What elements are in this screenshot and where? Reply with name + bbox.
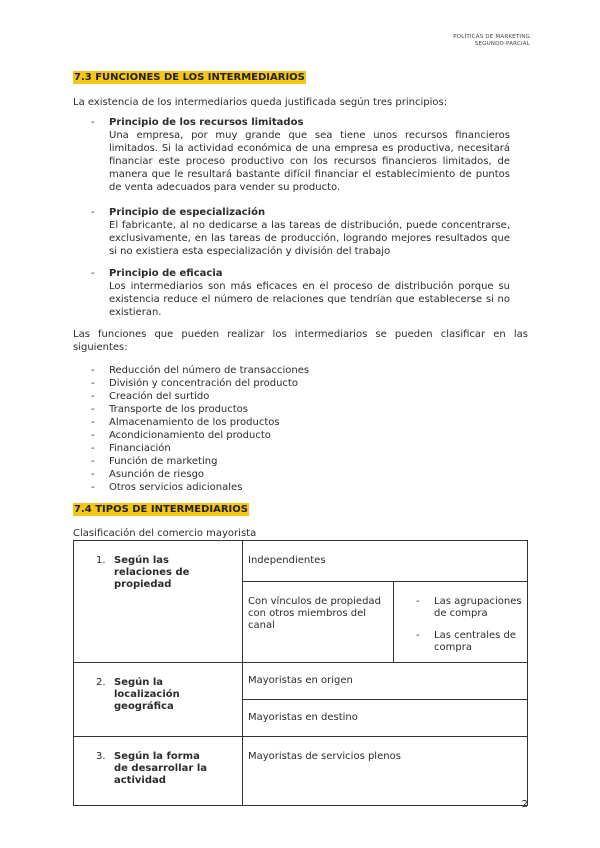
list-item: - Creación del surtido <box>91 391 210 402</box>
header-line-1: POLÍTICAS DE MARKETING <box>453 34 530 40</box>
criterion-cell <box>74 541 243 663</box>
principle-body: Una empresa, por muy grande que sea tiene unos recursos financieros limitados. Si la actividad económica de una empresa es productiva, necesitará financiar este proceso productivo con los recursos financieros limitados, de manera que le resultará bastante difícil financiar el establecimiento de puntos de venta adecuados para vender su producto. <box>109 130 510 193</box>
criterion-cell <box>74 737 243 806</box>
criterion-number: 2. <box>96 677 106 688</box>
list-item: - Otros servicios adicionales <box>91 482 243 493</box>
table-row <box>74 541 528 582</box>
criterion-label: Según las relaciones de propiedad <box>114 555 190 590</box>
subtype-label: Las agrupaciones de compra <box>434 596 522 619</box>
principle-resources <box>73 116 510 194</box>
list-item: - Almacenamiento de los productos <box>91 417 280 428</box>
type-cell: Mayoristas en destino <box>243 700 528 737</box>
type-cell: Con vínculos de propiedad con otros miembros del canal <box>243 582 394 663</box>
criterion-label: Según la forma de desarrollar la actividad <box>114 751 207 786</box>
principle-title: Principio de los recursos limitados <box>109 117 304 128</box>
type-cell: Mayoristas en origen <box>243 663 528 700</box>
bullet-dash: - <box>91 117 95 128</box>
functions-list <box>91 364 309 494</box>
list-item: - Transporte de los productos <box>91 404 249 415</box>
list-item: - Financiación <box>91 443 171 454</box>
header-line-2: SEGUNDO PARCIAL <box>474 41 530 47</box>
bullet-dash: - <box>91 207 95 218</box>
type-cell: Mayoristas de servicios plenos <box>243 737 528 806</box>
wholesale-classification-table <box>73 540 528 806</box>
bullet-dash: - <box>91 268 95 279</box>
criterion-cell <box>74 663 243 737</box>
list-item: - Acondicionamiento del producto <box>91 430 271 441</box>
principle-title: Principio de eficacia <box>109 268 223 279</box>
subtype-label: Las centrales de compra <box>434 630 517 653</box>
page-number: 2 <box>521 799 528 810</box>
principle-body: El fabricante, al no dedicarse a las tareas de distribución, puede concentrarse, exclusivamente, en las tareas de producción, logrando mejores resultados que si no existiera esta especialización y división del trabajo <box>109 220 510 257</box>
criterion-number: 1. <box>96 555 106 566</box>
functions-intro: Las funciones que pueden realizar los intermediarios se pueden clasificar en las siguientes: <box>73 329 528 353</box>
table-row <box>74 663 528 700</box>
list-item: - División y concentración del producto <box>91 378 298 389</box>
section-7-4-title: 7.4 TIPOS DE INTERMEDIARIOS <box>74 504 248 515</box>
type-cell: Independientes <box>243 541 528 582</box>
criterion-number: 3. <box>96 751 106 762</box>
list-item: - Función de marketing <box>91 456 218 467</box>
criterion-label: Según la localización geográfica <box>114 677 180 712</box>
table-caption: Clasificación del comercio mayorista <box>73 528 257 539</box>
table-row <box>74 737 528 806</box>
section-7-3-title: 7.3 FUNCIONES DE LOS INTERMEDIARIOS <box>74 72 305 83</box>
page-header <box>453 34 530 48</box>
list-item: - Reducción del número de transacciones <box>91 365 310 376</box>
principle-body: Los intermediarios son más eficaces en el proceso de distribución porque su existencia reduce el número de relaciones que tendrían que establecerse si no existieran. <box>109 281 510 318</box>
principle-title: Principio de especialización <box>109 207 266 218</box>
section-7-3-intro: La existencia de los intermediarios queda justificada según tres principios: <box>73 97 448 108</box>
subtype-cell: - Las agrupaciones de compra - Las centrales de compra <box>394 582 528 663</box>
principle-specialization <box>73 206 510 258</box>
principle-efficiency <box>73 267 510 319</box>
list-item: - Asunción de riesgo <box>91 469 205 480</box>
